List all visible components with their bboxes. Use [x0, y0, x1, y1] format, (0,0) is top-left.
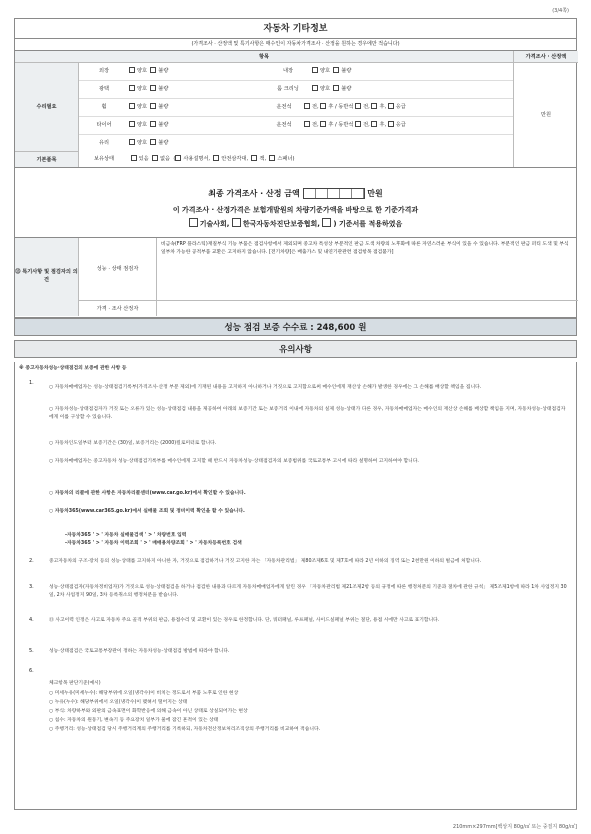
bad-checkbox[interactable] — [150, 67, 156, 73]
notice-6-text: 누유(누수): 해당부위에서 오일(냉각수)이 맺혀서 떨어지는 상태 — [54, 700, 188, 705]
price-unit: 만원 — [513, 63, 578, 167]
circle-bullet: ○ — [49, 709, 55, 714]
circle-bullet: ○ — [49, 727, 55, 732]
good-checkbox[interactable] — [129, 67, 135, 73]
repair-item-name: 광택 — [98, 86, 110, 92]
repair-item-name: 내장 — [282, 68, 294, 74]
paper-spec: 210mm×297mm[백상지 80g/㎡ 또는 중질지 80g/㎡] — [452, 824, 577, 830]
num-4: 4. — [29, 617, 34, 623]
notice-6-item — [49, 690, 569, 698]
bad-label: 불량 — [158, 140, 169, 146]
price-inspector-value — [157, 300, 578, 316]
good-checkbox[interactable] — [129, 139, 135, 145]
num-1: 1. — [29, 380, 34, 386]
final-amount-unit: 만원 — [367, 189, 383, 198]
driver-label: 운전석 — [276, 122, 292, 128]
paren-close: ) — [292, 156, 295, 162]
bad-checkbox[interactable] — [150, 103, 156, 109]
front: 전, — [312, 122, 319, 128]
standard-suffix: ) 기준서를 적용하였음 — [333, 220, 403, 228]
notice-2: 중고자동차의 구조·장치 등의 성능·상태를 고지하지 아니한 자, 거짓으로 점검하거나 거짓 고지한 자는 「자동차관리법」 제80조제6호 및 제7호에 따라 2년 이하의 징역 또는 2천만원 이하의 벌금에 처합니다. — [49, 559, 482, 564]
spare-checkbox[interactable] — [388, 121, 394, 127]
bad-checkbox[interactable] — [150, 85, 156, 91]
basic-yes: 있음 — [138, 156, 149, 162]
paren-open: ( — [173, 156, 176, 162]
front: 전, — [363, 104, 370, 110]
price-inspector-label: 가격 · 조사 산정자 — [79, 300, 157, 316]
other-standard-checkbox[interactable] — [322, 218, 331, 227]
circle-bullet: ○ — [49, 491, 55, 496]
n1-sub-2: -자동차365 ' > ' 자동차 이력조회 ' > ' 매매용차량조회 ' > ' 자동차등록번호 검색 — [65, 541, 242, 546]
front-checkbox[interactable] — [304, 103, 310, 109]
notice-6-item — [49, 717, 569, 725]
front-checkbox[interactable] — [304, 121, 310, 127]
notice-3: 성능·상태점검자(자동차정비업자)가 거짓으로 성능·상태점검을 하거나 점검한 내용과 다르게 자동차매매업자에게 알린 경우 「자동차관리법 제21조제2항 등의 규정에 따른 행정처분의 기준과 절차에 관한 규칙」 제5조제1항에 따라 1차 사업정지 30일, 2차 사업정지 90일, 3차 등록취소의 행정처분을 받습니다. — [49, 585, 567, 598]
front-checkbox[interactable] — [355, 103, 361, 109]
repair-item-name: 유리 — [98, 140, 110, 146]
section-subtitle: (가격조사 · 산정액 및 특기사항은 매수인이 자동차가격조사 · 산정을 원하는 경우에만 적습니다) — [15, 39, 576, 51]
fee-bar: 성능 점검 보증 수수료 : 248,600 원 — [14, 318, 577, 336]
repair-row — [79, 80, 513, 97]
triangle-checkbox[interactable] — [213, 155, 219, 161]
circle-bullet: ○ — [49, 407, 55, 412]
final-amount-row — [15, 188, 576, 200]
basic-no: 없음 — [160, 156, 171, 162]
notice-1-text: 자동차매매업자는 중고자동차 성능·상태점검기록부를 매수인에게 고지할 때 반드시 자동차성능·상태점검자의 보증범위를 국토교통부 고시에 따라 설명하여 고지하여야 합니다. — [54, 459, 419, 464]
spare: 응급 — [395, 104, 406, 110]
good-label: 양호 — [137, 104, 148, 110]
num-5: 5. — [29, 648, 34, 654]
perf-inspector-text: 비금속(FRP 플라스틱)재질부식 기능 부품은 점검사항에서 제외되며 중고차 특성상 부분적인 판금 도색 차량의 노후화에 따른 자연스러운 부식이 있을 수 있습니다. 부분적인 판금 퍼티 도색 및 부식 일부차 가능한 공적부품 교환은 고지하지 않습니다. [전기차량]은 배출가스 및 내연기관관련 점검항목 점검불가] — [161, 242, 569, 255]
bad-label: 불량 — [158, 122, 169, 128]
num-6: 6. — [29, 668, 34, 674]
repair-row — [79, 134, 513, 151]
rear: 후 / — [328, 104, 337, 110]
good-checkbox[interactable] — [129, 85, 135, 91]
bad-label: 불량 — [158, 68, 169, 74]
circle-bullet: ○ — [49, 700, 55, 705]
manual-checkbox[interactable] — [175, 155, 181, 161]
good-label: 양호 — [320, 86, 331, 92]
bad-checkbox[interactable] — [150, 121, 156, 127]
front: 전, — [363, 122, 370, 128]
rear-checkbox[interactable] — [320, 103, 326, 109]
bad-label: 불량 — [341, 86, 352, 92]
col-header-price: 가격조사 · 산정액 — [513, 51, 578, 63]
spanner-checkbox[interactable] — [269, 155, 275, 161]
circle-bullet: ○ — [49, 718, 55, 723]
final-amount-label: 최종 가격조사 · 산정 금액 — [208, 189, 300, 198]
spare: 응급 — [395, 122, 406, 128]
notice-1-item — [49, 384, 569, 392]
repair-item-name: 타이어 — [96, 122, 112, 128]
repair-row — [79, 63, 513, 80]
kaida-checkbox[interactable] — [232, 218, 241, 227]
notice-body — [14, 362, 577, 810]
notice-6-text: 미세누유(미세누수): 해당부위에 오일(냉각수)이 비치는 정도로서 부품 노후로 인한 현상 — [54, 691, 239, 696]
good-checkbox[interactable] — [129, 121, 135, 127]
bad-checkbox[interactable] — [150, 139, 156, 145]
basic-no-checkbox[interactable] — [152, 155, 158, 161]
notice-6-text: 침수: 자동차의 원동기, 변속기 등 주요장치 일부가 물에 잠긴 흔적이 있는 상태 — [54, 718, 219, 723]
jack-checkbox[interactable] — [251, 155, 257, 161]
col-header-item: 항목 — [15, 51, 513, 63]
driver-label: 운전석 — [276, 104, 292, 110]
good-label: 양호 — [137, 140, 148, 146]
circle-bullet: ○ — [49, 459, 55, 464]
notice-4: ⑬ 사고이력 인정은 사고로 자동차 주요 골격 부위의 판금, 용접수리 및 교환이 있는 경우로 한정합니다. 단, 쿼터패널, 루프패널, 사이드실패널 부위는 절단, 용접 시에만 사고로 표기합니다. — [49, 618, 440, 623]
tech-society: 기술사회, — [199, 220, 230, 228]
section-title: 자동차 기타정보 — [15, 19, 576, 39]
notice-1-text: 자동차365(www.car365.go.kr)에서 실매물 조회 및 정비이력 확인을 할 수 있습니다. — [54, 509, 245, 514]
repair-needed-label: 수리필요 — [15, 63, 79, 151]
position-group — [264, 117, 406, 134]
triangle: 안전삼각대, — [221, 156, 249, 162]
good-label: 양호 — [320, 68, 331, 74]
special-remarks — [14, 238, 577, 318]
notice-6-item — [49, 726, 569, 734]
notice-1-item — [49, 440, 569, 448]
rear-checkbox[interactable] — [320, 121, 326, 127]
notice-6-text: 부식: 차량하부와 외판의 금속표면이 화학반응에 의해 금속이 아닌 상태로 상실되어가는 현상 — [54, 709, 248, 714]
good-label: 양호 — [137, 68, 148, 74]
rear: 후, — [379, 122, 387, 128]
bad-label: 불량 — [341, 68, 352, 74]
notice-subtitle: ※ 중고자동차성능·상태점검의 보증에 관한 사항 등 — [19, 366, 127, 371]
rear-checkbox[interactable] — [371, 121, 377, 127]
repair-item-name: 룸 크리닝 — [277, 86, 299, 92]
jack: 잭, — [259, 156, 267, 162]
good-checkbox[interactable] — [129, 103, 135, 109]
repair-item-name: 외장 — [98, 68, 110, 74]
final-line-1: 이 가격조사 · 산정가격은 보험개발원의 차량기준가액을 바탕으로 한 기준가격과 — [172, 206, 419, 214]
repair-item-name: 휠 — [101, 104, 107, 110]
notice-6-item — [49, 699, 569, 707]
page-number: (3/4쪽) — [552, 8, 569, 14]
notice-5: 성능·상태점검은 국토교통부장관이 정하는 자동차성능·상태점검 방법에 따라야 합니다. — [49, 649, 230, 654]
num-3: 3. — [29, 584, 34, 590]
good-checkbox[interactable] — [312, 85, 318, 91]
basic-yes-checkbox[interactable] — [131, 155, 137, 161]
passenger-label: 동반석 — [338, 122, 354, 128]
basic-status-label: 보유상태 — [93, 156, 115, 162]
bad-checkbox[interactable] — [333, 67, 339, 73]
circle-bullet: ○ — [49, 441, 55, 446]
notice-title: 유의사항 — [14, 340, 577, 358]
good-checkbox[interactable] — [312, 67, 318, 73]
position-group — [264, 99, 406, 116]
notice-1-text: 자동차매매업자는 성능·상태점검기록부(가격조사·산정 부분 제외)에 기재된 내용을 고지하지 아니하거나 거짓으로 고지함으로써 매수인에게 재산상 손해가 발생한 경우에는 그 손해를 배상할 책임을 집니다. — [54, 385, 482, 390]
rear: 후 / — [328, 122, 337, 128]
repair-row — [79, 98, 513, 115]
circle-bullet: ○ — [49, 385, 55, 390]
rear-checkbox[interactable] — [371, 103, 377, 109]
kaida: 한국자동차진단보증협회, — [242, 220, 320, 228]
notice-1-item — [49, 458, 569, 466]
bad-label: 불량 — [158, 86, 169, 92]
passenger-label: 동반석 — [338, 104, 354, 110]
n1-sub-1: -자동차365 ' > ' 자동차 실매물검색 ' > ' 차량번호 입력 — [65, 533, 187, 538]
good-label: 양호 — [137, 86, 148, 92]
tech-society-checkbox[interactable] — [189, 218, 198, 227]
notice-1-text: 자동차인도일부터 보증기간은 (30)일, 보증거리는 (2000)킬로미터로 합니다. — [54, 441, 217, 446]
notice-1-item — [49, 508, 569, 516]
manual: 사용설명서, — [183, 156, 211, 162]
front-checkbox[interactable] — [355, 121, 361, 127]
circle-bullet: ○ — [49, 509, 55, 514]
notice-6-item — [49, 708, 569, 716]
circle-bullet: ○ — [49, 691, 55, 696]
notice-1-text: 자동차성능·상태점검자가 거짓 또는 오류가 있는 성능·상태점검 내용을 제공하여 아래의 보증기간 또는 보증거리 이내에 자동차의 실제 성능·상태가 다른 경우, 자동차매매업자는 매수인의 재산상 손해를 배상할 책임을 지며, 자동차성능·상태점검자에게 이를 구상할 수 있습니다. — [49, 407, 566, 420]
other-info-table — [14, 18, 577, 168]
notice-6-text: 주행거리: 성능·상태점검 당시 주행거리계의 주행거리를 기록하되, 자동차전산정보처리조직상의 주행거리를 비교하여 적습니다. — [54, 727, 321, 732]
good-label: 양호 — [137, 122, 148, 128]
final-amount-input[interactable] — [303, 188, 365, 199]
front: 전, — [312, 104, 319, 110]
repair-right — [264, 81, 351, 98]
spare-checkbox[interactable] — [388, 103, 394, 109]
final-line-2 — [15, 218, 576, 229]
basic-items-label: 기본품목 — [15, 151, 79, 167]
notice-1-text: 자동차의 리콜에 관한 사항은 자동차리콜센터(www.car.go.kr)에서 확인할 수 있습니다. — [54, 491, 246, 496]
repair-right — [264, 63, 351, 80]
rear: 후, — [379, 104, 387, 110]
spanner: 스패너 — [277, 156, 293, 162]
perf-inspector-label: 성능 · 상태 점검자 — [79, 238, 157, 300]
bad-checkbox[interactable] — [333, 85, 339, 91]
notice-1-item — [49, 406, 569, 421]
notice-6-title: 체크항목 판단기준(예시) — [49, 681, 101, 686]
special-remarks-label: ⑬ 특기사항 및 점검자의 의견 — [15, 238, 79, 316]
repair-row — [79, 116, 513, 133]
num-2: 2. — [29, 558, 34, 564]
final-amount-box — [14, 168, 577, 238]
basic-items-row — [79, 152, 513, 167]
notice-1-item — [49, 490, 569, 498]
bad-label: 불량 — [158, 104, 169, 110]
